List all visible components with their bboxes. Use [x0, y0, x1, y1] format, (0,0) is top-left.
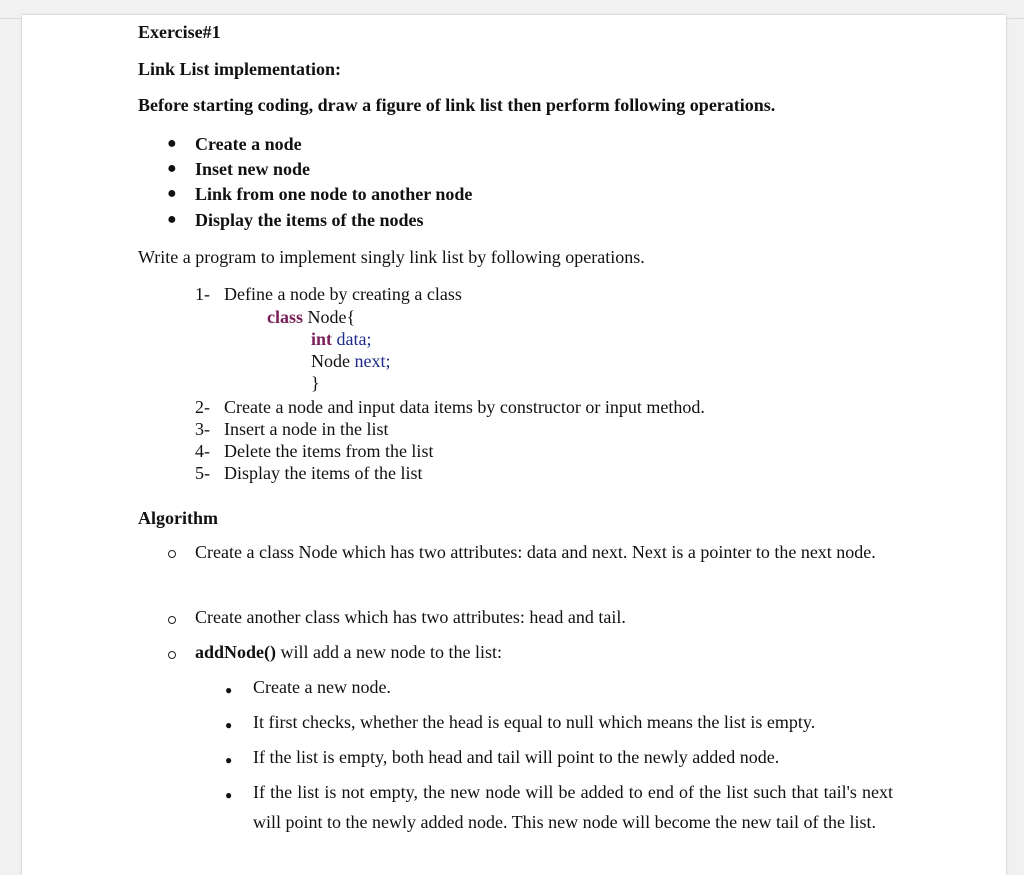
circle-bullet	[168, 550, 176, 558]
sub-bullet-dot: ●	[225, 788, 233, 802]
code-close-brace: }	[311, 373, 320, 393]
keyword-class: class	[267, 307, 303, 327]
step-text: Define a node by creating a class	[224, 284, 462, 304]
sub-bullet-dot: ●	[225, 718, 233, 732]
addnode-item	[195, 637, 502, 667]
sub-item: If the list is empty, both head and tail will point to the newly added node.	[253, 747, 780, 767]
program-intro: Write a program to implement singly link list by following operations.	[138, 247, 645, 267]
step-text: Create a node and input data items by constructor or input method.	[224, 397, 705, 417]
step-number: 2-	[195, 397, 210, 417]
bullet-dot: ●	[167, 185, 177, 202]
algorithm-item: Create another class which has two attributes: head and tail.	[195, 607, 626, 627]
sub-item: It first checks, whether the head is equal to null which means the list is empty.	[253, 712, 816, 732]
code-line-next	[311, 350, 391, 372]
field-data: data;	[336, 329, 372, 349]
sub-item: If the list is not empty, the new node will be added to end of the list such that tail's next will point to the newly added node. This new node will become the new tail of the list.	[253, 782, 893, 832]
field-next: next;	[354, 351, 391, 371]
bullet-item: Link from one node to another node	[195, 184, 473, 204]
bullet-dot: ●	[167, 135, 177, 152]
sub-item: Create a new node.	[253, 677, 391, 697]
algorithm-title: Algorithm	[138, 508, 218, 528]
algorithm-item: Create a class Node which has two attributes: data and next. Next is a pointer to the next node.	[195, 542, 876, 562]
bullet-dot: ●	[167, 160, 177, 177]
sub-bullet-dot: ●	[225, 683, 233, 697]
sub-bullet-dot: ●	[225, 753, 233, 767]
bullet-dot: ●	[167, 211, 177, 228]
bullet-item: Display the items of the nodes	[195, 210, 424, 230]
code-line-data	[311, 328, 372, 350]
step-text: Display the items of the list	[224, 463, 423, 483]
code-line-class	[267, 306, 355, 328]
exercise-title: Exercise#1	[138, 22, 221, 42]
step-number: 1-	[195, 284, 210, 304]
circle-bullet	[168, 616, 176, 624]
type-node: Node	[311, 351, 350, 371]
bullet-item: Create a node	[195, 134, 302, 154]
instruction-text: Before starting coding, draw a figure of link list then perform following operations.	[138, 95, 776, 115]
keyword-int: int	[311, 329, 333, 349]
step-number: 4-	[195, 441, 210, 461]
document-page	[22, 15, 1006, 875]
addnode-method: addNode()	[195, 642, 277, 662]
step-number: 5-	[195, 463, 210, 483]
step-number: 3-	[195, 419, 210, 439]
class-name: Node{	[307, 307, 356, 327]
step-text: Delete the items from the list	[224, 441, 434, 461]
addnode-description: will add a new node to the list:	[276, 642, 502, 662]
circle-bullet	[168, 651, 176, 659]
bullet-item: Inset new node	[195, 159, 311, 179]
step-text: Insert a node in the list	[224, 419, 389, 439]
section-title: Link List implementation:	[138, 59, 342, 79]
